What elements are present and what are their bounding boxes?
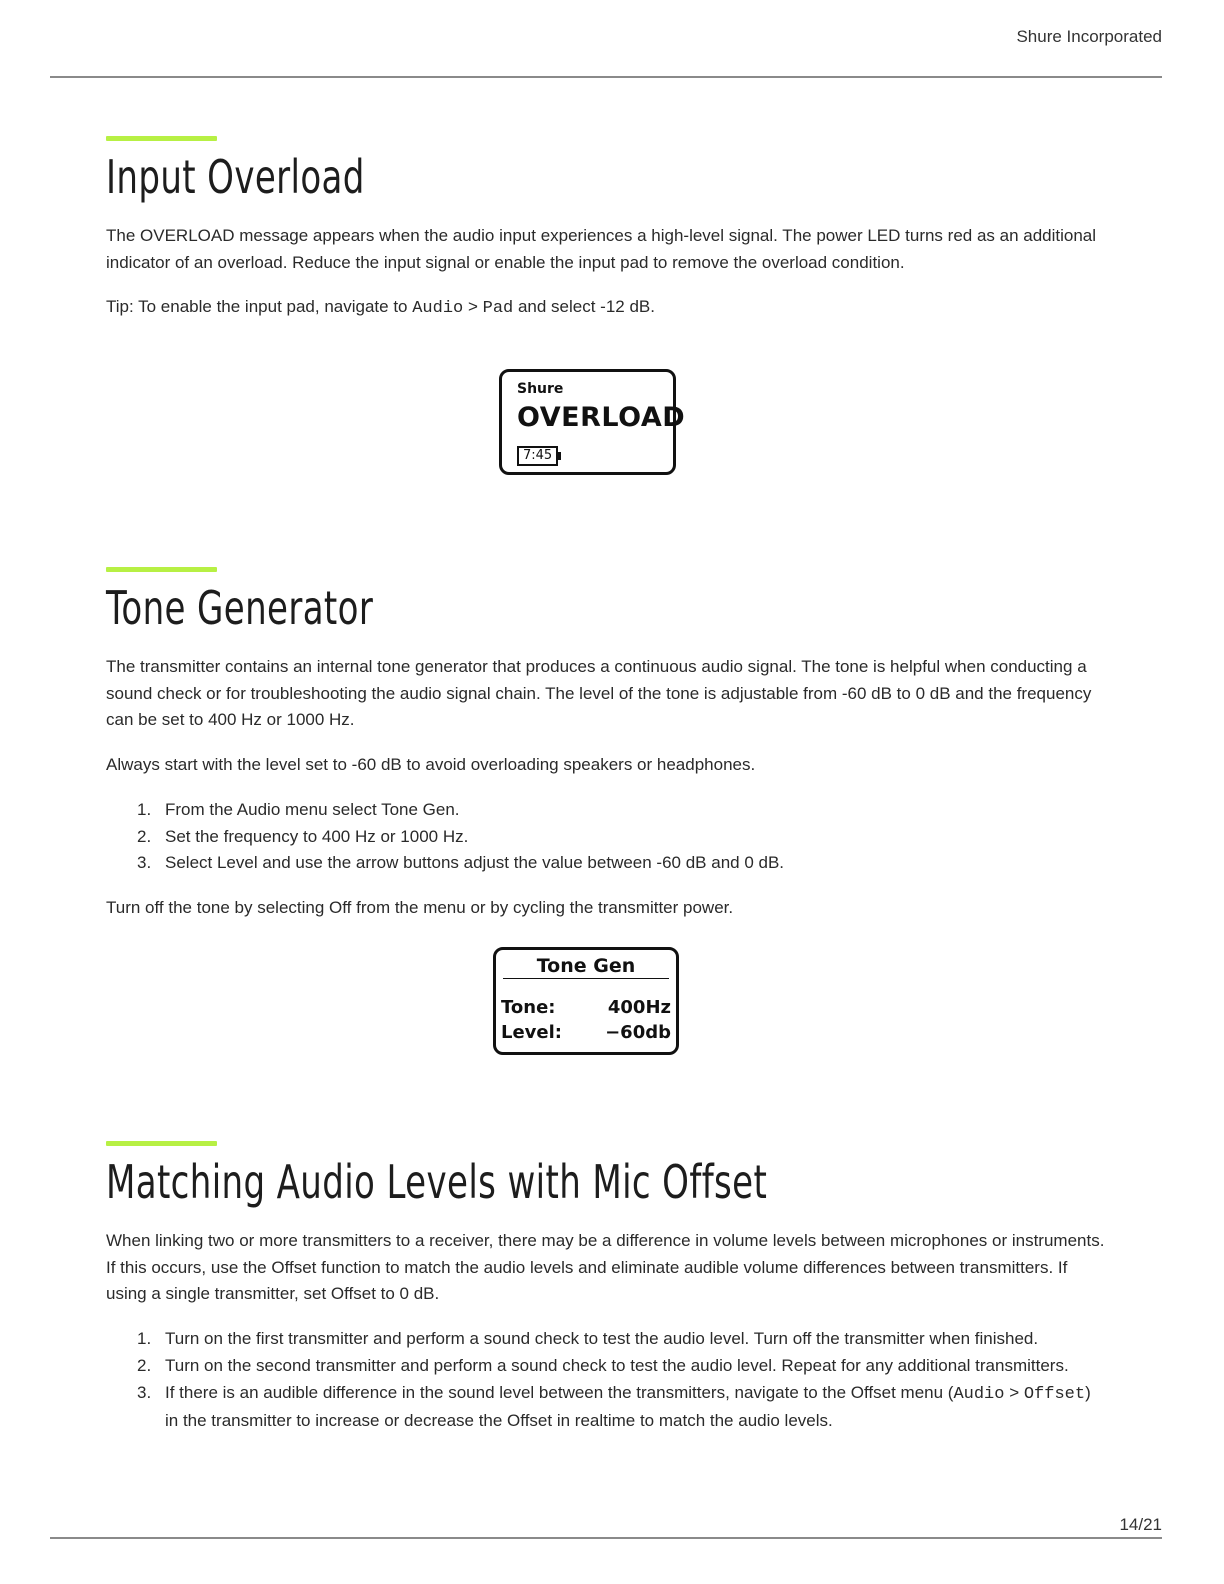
menu-path-pad: Pad xyxy=(482,299,514,319)
list-text: Turn on the second transmitter and perform a sound check to test the audio level. Repeat for any additional transmitters. xyxy=(165,1355,1069,1375)
list-item xyxy=(106,1380,1106,1435)
tone-gen-display xyxy=(493,947,679,1055)
steps-list xyxy=(106,797,1106,877)
section-mic-offset xyxy=(106,1141,1106,1435)
tip-text-end: and select -12 dB. xyxy=(513,297,655,317)
menu-path-audio: Audio xyxy=(412,299,464,319)
battery-time: 7:45 xyxy=(523,448,553,463)
tip-paragraph xyxy=(106,294,1106,323)
body-paragraph: The OVERLOAD message appears when the audio input experiences a high-level signal. The power LED turns red as an additional indicator of an overload. Reduce the input signal or enable the input pad to remove the overload condition. xyxy=(106,226,1097,272)
list-text: Set the frequency to 400 Hz or 1000 Hz. xyxy=(165,826,469,846)
list-item xyxy=(106,1353,1106,1380)
accent-bar xyxy=(106,567,217,572)
header-rule xyxy=(50,76,1162,78)
battery-icon xyxy=(517,446,558,466)
list-item xyxy=(106,797,1106,824)
section-title: Matching Audio Levels with Mic Offset xyxy=(106,1155,768,1209)
menu-path-separator: > xyxy=(1004,1382,1024,1402)
display-brand: Shure xyxy=(517,381,564,397)
level-value: −60db xyxy=(605,1022,671,1043)
list-number: 1. xyxy=(137,1329,152,1349)
section-title: Tone Generator xyxy=(106,581,374,635)
tip-text: Tip: To enable the input pad, navigate to xyxy=(106,297,413,317)
menu-path-audio: Audio xyxy=(953,1384,1005,1404)
list-number: 3. xyxy=(137,853,152,873)
list-item xyxy=(106,850,1106,877)
menu-path-offset: Offset xyxy=(1023,1384,1086,1404)
level-label: Level: xyxy=(501,1022,562,1043)
footer-rule xyxy=(50,1537,1162,1539)
steps-list xyxy=(106,1326,1106,1435)
accent-bar xyxy=(106,1141,217,1146)
page-number: 14/21 xyxy=(1119,1515,1162,1534)
overload-display xyxy=(499,369,686,475)
list-item xyxy=(106,824,1106,851)
display-overload-message: OVERLOAD xyxy=(517,402,686,433)
section-tone-generator xyxy=(106,567,1106,922)
accent-bar xyxy=(106,136,217,141)
list-number: 2. xyxy=(137,826,152,846)
list-text: From the Audio menu select Tone Gen. xyxy=(165,799,460,819)
display-level-row xyxy=(501,1022,671,1043)
list-text: If there is an audible difference in the sound level between the transmitters, navigate to the Offset menu ( xyxy=(165,1382,954,1402)
list-text: Select Level and use the arrow buttons adjust the value between -60 dB and 0 dB. xyxy=(165,853,785,873)
company-name: Shure Incorporated xyxy=(1016,27,1162,46)
display-title: Tone Gen xyxy=(503,955,669,979)
section-title: Input Overload xyxy=(106,150,365,204)
tone-label: Tone: xyxy=(501,997,556,1018)
display-tone-row xyxy=(501,997,671,1018)
body-paragraph: When linking two or more transmitters to a receiver, there may be a difference in volume levels between microphones or instruments. If this occurs, use the Offset function to match the audio levels and eliminate audible volume differences between transmitters. If using a single transmitter, set Offset to 0 dB. xyxy=(106,1231,1105,1304)
menu-path-separator: > xyxy=(463,297,483,317)
list-text-end: ) in the transmitter to increase or decrease the Offset in realtime to match the audio levels. xyxy=(165,1382,1091,1431)
body-paragraph: Always start with the level set to -60 dB to avoid overloading speakers or headphones. xyxy=(106,755,756,775)
list-number: 3. xyxy=(137,1382,152,1402)
list-item xyxy=(106,1326,1106,1353)
body-paragraph: Turn off the tone by selecting Off from the menu or by cycling the transmitter power. xyxy=(106,897,734,917)
tone-value: 400Hz xyxy=(607,997,671,1018)
list-number: 1. xyxy=(137,799,152,819)
body-paragraph: The transmitter contains an internal tone generator that produces a continuous audio signal. The tone is helpful when conducting a sound check or for troubleshooting the audio signal chain. The level of the tone is adjustable from -60 dB to 0 dB and the frequency can be set to 400 Hz or 1000 Hz. xyxy=(106,657,1092,730)
list-number: 2. xyxy=(137,1355,152,1375)
section-input-overload xyxy=(106,136,1106,323)
list-text: Turn on the first transmitter and perform a sound check to test the audio level. Turn off the transmitter when finished. xyxy=(165,1329,1039,1349)
